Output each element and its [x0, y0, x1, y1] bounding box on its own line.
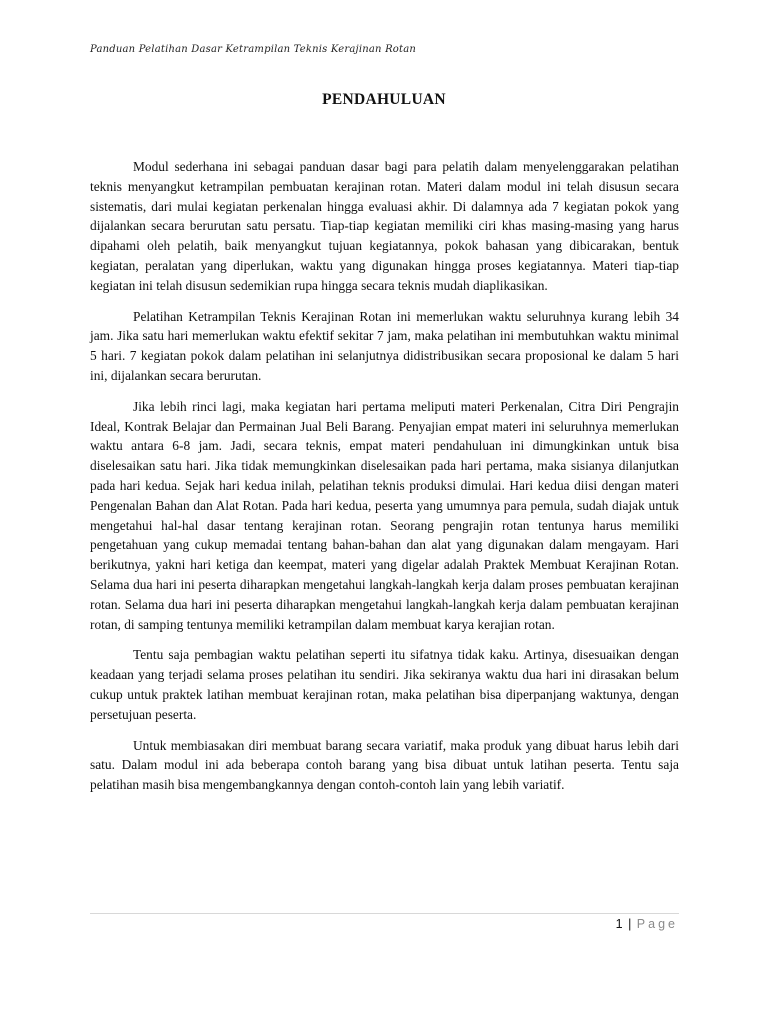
page-number-footer	[616, 917, 678, 931]
page-label: Page	[636, 917, 678, 931]
paragraph-3: Jika lebih rinci lagi, maka kegiatan hari pertama meliputi materi Perkenalan, Citra Diri Pengrajin Ideal, Kontrak Belajar dan Permainan Jual Beli Barang. Penyajian empat materi ini seluruhnya memerlukan waktu antara 6-8 jam. Jadi, secara teknis, empat materi pendahuluan ini dimungkinkan untuk bisa diselesaikan satu hari. Jika tidak memungkinkan diselesaikan pada hari pertama, maka sisianya dilanjutkan pada hari kedua. Sejak hari kedua inilah, pelatihan teknis produksi dimulai. Hari kedua diisi dengan materi Pengenalan Bahan dan Alat Rotan. Pada hari kedua, peserta yang umumnya para pemula, sudah diajak untuk mengetahui hal-hal dasar tentang kerajinan rotan. Seorang pengrajin rotan tentunya harus memiliki pengetahuan yang cukup memadai tentang bahan-bahan dan alat yang digunakan dalam mengayam. Hari berikutnya, yakni hari ketiga dan keempat, materi yang digelar adalah Praktek Membuat Kerajinan Rotan. Selama dua hari ini peserta diharapkan mengetahui langkah-langkah kerja dalam proses pembuatan kerajinan rotan. Selama dua hari ini peserta diharapkan mengetahui langkah-langkah kerja dalam pembuatan kerajinan rotan, di samping tentunya memiliki ketrampilan dalam membuat karya kerajian rotan.	[90, 398, 679, 632]
paragraph-5: Untuk membiasakan diri membuat barang secara variatif, maka produk yang dibuat harus lebih dari satu. Dalam modul ini ada beberapa contoh barang yang bisa dibuat untuk latihan peserta. Tentu saja pelatihan masih bisa mengembangkannya dengan contoh-contoh lain yang lebih variatif.	[90, 737, 679, 793]
running-header: Panduan Pelatihan Dasar Ketrampilan Teknis Kerajinan Rotan	[90, 44, 417, 55]
paragraph-1: Modul sederhana ini sebagai panduan dasar bagi para pelatih dalam menyelenggarakan pelatihan teknis menyangkut ketrampilan pembuatan kerajinan rotan. Materi dalam modul ini telah disusun secara sistematis, dari mulai kegiatan perkenalan hingga evaluasi akhir. Di dalamnya ada 7 kegiatan pokok yang dijalankan secara berurutan satu persatu. Tiap-tiap kegiatan memiliki ciri khas masing-masing yang harus dipahami oleh pelatih, baik menyangkut tujuan kegiatannya, pokok bahasan yang dibicarakan, bentuk kegiatan, peralatan yang diperlukan, waktu yang digunakan hingga proses kegiatannya. Materi tiap-tiap kegiatan ini telah disusun sedemikian rupa hingga secara teknis mudah diaplikasikan.	[90, 159, 679, 293]
paragraph-2: Pelatihan Ketrampilan Teknis Kerajinan Rotan ini memerlukan waktu seluruhnya kurang lebih 34 jam. Jika satu hari memerlukan waktu efektif sekitar 7 jam, maka pelatihan ini membutuhkan waktu minimal 5 hari. 7 kegiatan pokok dalam pelatihan ini selanjutnya didistribusikan secara proposional ke dalam 5 hari ini, dijalankan secara berurutan.	[90, 308, 679, 383]
paragraph-4: Tentu saja pembagian waktu pelatihan seperti itu sifatnya tidak kaku. Artinya, disesuaikan dengan keadaan yang terjadi selama proses pelatihan itu sendiri. Jika sekiranya waktu dua hari ini dirasakan belum cukup untuk praktek latihan membuat kerajinan rotan, maka pelatihan bisa diperpanjang waktunya, dengan persetujuan peserta.	[90, 647, 679, 722]
page-number: 1	[615, 917, 623, 931]
page-separator: |	[628, 917, 632, 931]
footer-divider	[90, 913, 679, 914]
body-text	[90, 157, 679, 806]
page-title: PENDAHULUAN	[322, 91, 446, 108]
